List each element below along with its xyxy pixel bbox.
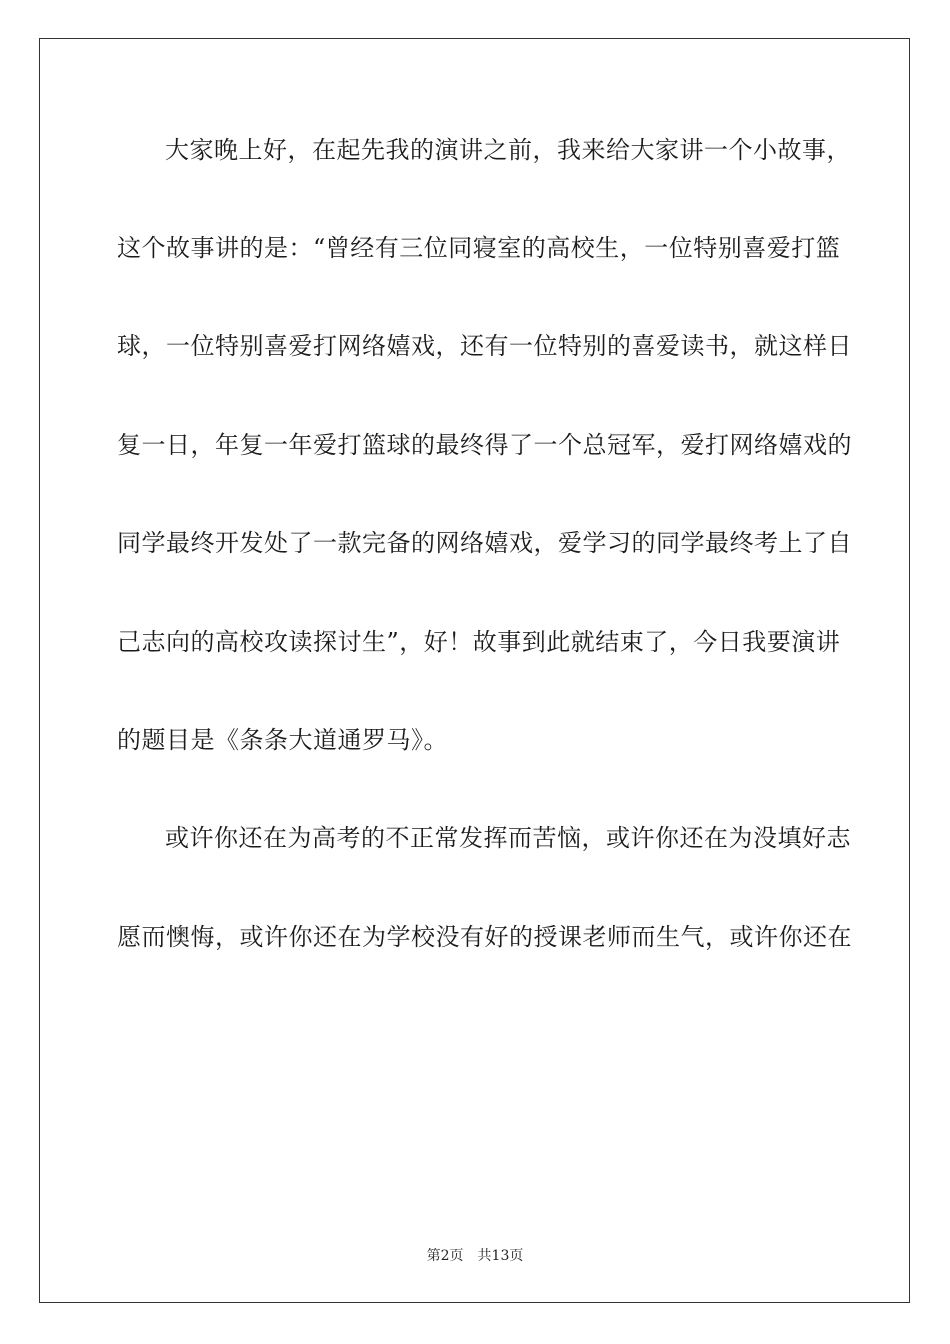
page-border xyxy=(39,38,910,1303)
paragraph-1-line-7: 的题目是《条条大道通罗马》。 xyxy=(117,726,448,754)
paragraph-1-line-3: 球，一位特别喜爱打网络嬉戏，还有一位特别的喜爱读书，就这样日 xyxy=(117,332,852,360)
page-total: 共13页 xyxy=(477,1248,524,1264)
paragraph-1-line-1: 大家晚上好，在起先我的演讲之前，我来给大家讲一个小故事， xyxy=(165,136,851,164)
paragraph-1-line-2: 这个故事讲的是：“曾经有三位同寝室的高校生，一位特别喜爱打篮 xyxy=(117,234,841,262)
paragraph-2-line-1: 或许你还在为高考的不正常发挥而苦恼，或许你还在为没填好志 xyxy=(165,824,851,852)
paragraph-1-line-6: 己志向的高校攻读探讨生”，好！故事到此就结束了，今日我要演讲 xyxy=(117,628,841,656)
paragraph-1-line-4: 复一日，年复一年爱打篮球的最终得了一个总冠军，爱打网络嬉戏的 xyxy=(117,431,852,459)
paragraph-2-line-2: 愿而懊悔，或许你还在为学校没有好的授课老师而生气，或许你还在 xyxy=(117,923,852,951)
paragraph-1-line-5: 同学最终开发处了一款完备的网络嬉戏，爱学习的同学最终考上了自 xyxy=(117,529,852,557)
page-number: 第2页 xyxy=(426,1248,464,1264)
page-footer xyxy=(0,1247,950,1265)
